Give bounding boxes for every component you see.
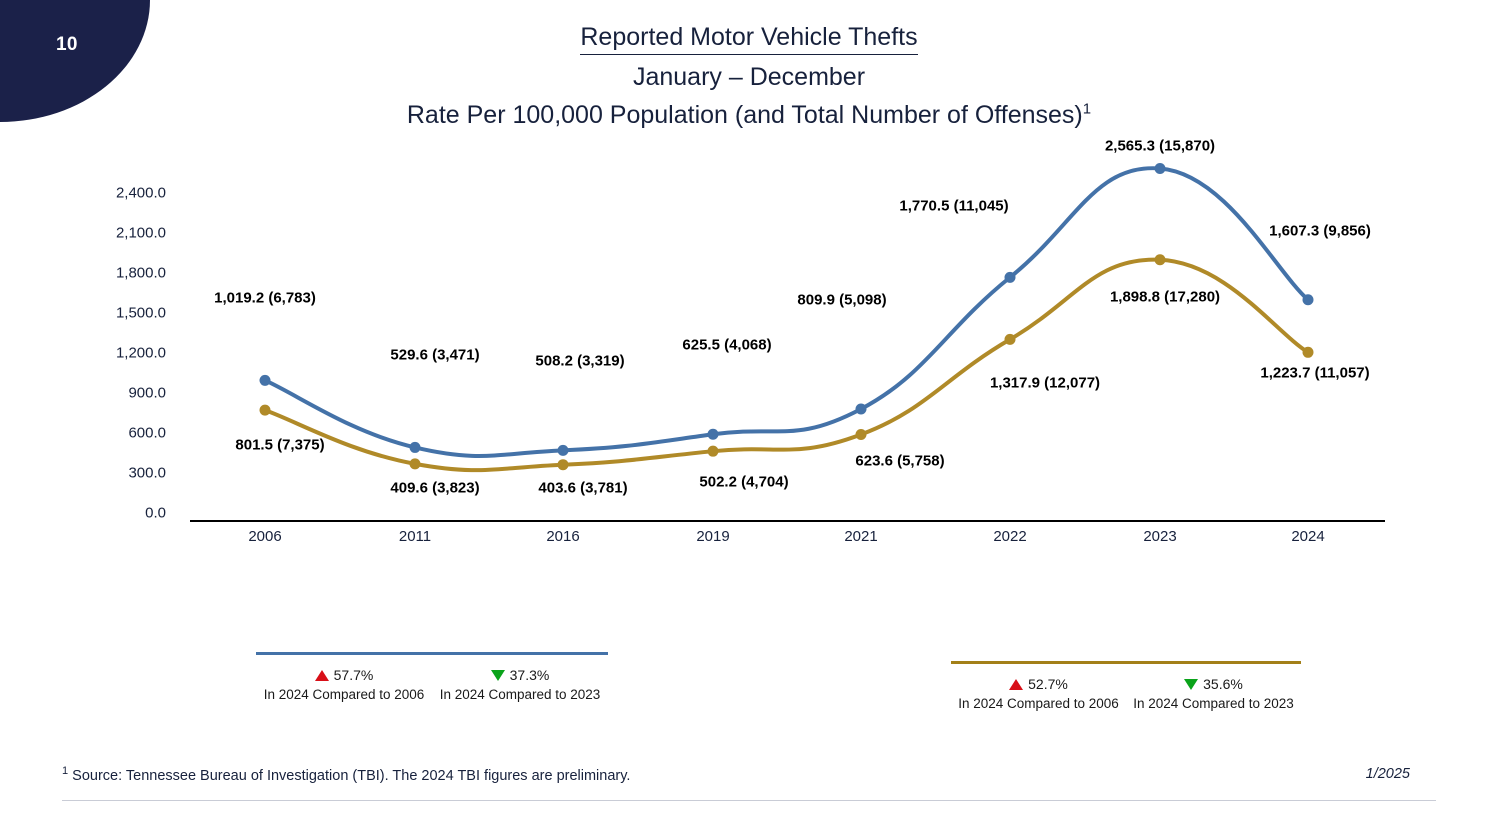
y-tick-label: 1,500.0 bbox=[115, 304, 166, 322]
y-tick-label: 2,400.0 bbox=[115, 184, 166, 202]
data-point bbox=[410, 458, 421, 469]
legend-color-bar-blue bbox=[256, 652, 608, 655]
y-axis bbox=[0, 150, 180, 530]
legend-pct-wrap bbox=[436, 667, 604, 683]
x-tick-label: 2023 bbox=[1143, 528, 1177, 545]
data-point bbox=[260, 375, 271, 386]
bottom-divider bbox=[62, 800, 1436, 801]
data-point bbox=[708, 446, 719, 457]
data-label-blue: 1,607.3 (9,856) bbox=[1269, 222, 1371, 240]
title-measure-text: Rate Per 100,000 Population (and Total Number of Offenses) bbox=[406, 100, 1083, 129]
data-label-blue: 2,565.3 (15,870) bbox=[1104, 137, 1216, 155]
data-label-gold: 801.5 (7,375) bbox=[235, 436, 325, 454]
triangle-up-icon bbox=[1009, 679, 1023, 690]
x-axis-line bbox=[190, 520, 1385, 522]
title-block bbox=[0, 22, 1498, 131]
y-tick-label: 0.0 bbox=[145, 504, 166, 522]
chart bbox=[0, 137, 1498, 570]
title-subtitle-period: January – December bbox=[632, 63, 866, 92]
data-point bbox=[1155, 163, 1166, 174]
x-tick-label: 2021 bbox=[844, 528, 878, 545]
data-point bbox=[1303, 294, 1314, 305]
legend-items-gold bbox=[951, 676, 1301, 711]
triangle-down-icon bbox=[491, 670, 505, 681]
x-tick-label: 2022 bbox=[993, 528, 1027, 545]
x-tick-label: 2006 bbox=[248, 528, 282, 545]
data-label-gold: 403.6 (3,781) bbox=[538, 479, 628, 497]
legend-item bbox=[951, 676, 1126, 711]
x-tick-label: 2024 bbox=[1291, 528, 1325, 545]
data-label-gold: 623.6 (5,758) bbox=[855, 452, 945, 470]
legend-pct-wrap bbox=[1130, 676, 1297, 692]
legend-note: In 2024 Compared to 2006 bbox=[958, 696, 1119, 711]
legend-pct: 35.6% bbox=[1203, 676, 1243, 692]
legend-note: In 2024 Compared to 2023 bbox=[1133, 696, 1294, 711]
legend-pct-wrap bbox=[955, 676, 1122, 692]
x-axis bbox=[190, 528, 1385, 558]
legend-item bbox=[256, 667, 432, 702]
legend-item bbox=[1126, 676, 1301, 711]
data-label-gold: 1,898.8 (17,280) bbox=[1109, 288, 1221, 306]
legend-pct: 57.7% bbox=[333, 667, 374, 683]
data-label-gold: 1,317.9 (12,077) bbox=[989, 374, 1101, 392]
triangle-down-icon bbox=[1184, 679, 1198, 690]
legend-pct-wrap bbox=[260, 667, 428, 683]
legend-items-blue bbox=[256, 667, 608, 702]
data-point bbox=[1005, 272, 1016, 283]
y-tick-label: 600.0 bbox=[128, 424, 166, 442]
page-title: Reported Motor Vehicle Thefts bbox=[580, 22, 917, 55]
footnote-text: Source: Tennessee Bureau of Investigation (TBI). The 2024 TBI figures are preliminary. bbox=[72, 767, 631, 784]
legend-note: In 2024 Compared to 2023 bbox=[439, 687, 601, 702]
date-stamp: 1/2025 bbox=[1365, 766, 1410, 782]
title-subtitle-measure bbox=[0, 100, 1498, 131]
data-label-blue: 625.5 (4,068) bbox=[682, 336, 772, 354]
data-point bbox=[856, 404, 867, 415]
x-tick-label: 2016 bbox=[546, 528, 580, 545]
data-label-gold: 502.2 (4,704) bbox=[699, 473, 789, 491]
data-label-blue: 809.9 (5,098) bbox=[797, 291, 887, 309]
legend-item bbox=[432, 667, 608, 702]
data-point bbox=[558, 459, 569, 470]
legend-blue bbox=[256, 652, 608, 702]
y-tick-label: 1,800.0 bbox=[115, 264, 166, 282]
title-line-1-wrap bbox=[0, 22, 1498, 55]
x-tick-label: 2019 bbox=[696, 528, 730, 545]
triangle-up-icon bbox=[315, 670, 329, 681]
data-point bbox=[1005, 334, 1016, 345]
legend-pct: 52.7% bbox=[1028, 676, 1068, 692]
title-footnote-marker: 1 bbox=[1082, 100, 1092, 118]
data-label-blue: 1,019.2 (6,783) bbox=[214, 289, 316, 307]
x-tick-label: 2011 bbox=[398, 528, 432, 545]
series-svg bbox=[190, 150, 1385, 520]
legend-color-bar-gold bbox=[951, 661, 1301, 664]
slide-number: 10 bbox=[56, 34, 78, 55]
legend-gold bbox=[951, 661, 1301, 711]
data-label-gold: 409.6 (3,823) bbox=[390, 479, 480, 497]
data-point bbox=[856, 429, 867, 440]
data-label-blue: 508.2 (3,319) bbox=[535, 352, 625, 370]
data-point bbox=[410, 442, 421, 453]
data-label-gold: 1,223.7 (11,057) bbox=[1260, 364, 1370, 382]
y-tick-label: 300.0 bbox=[128, 464, 166, 482]
plot-area bbox=[190, 137, 1385, 520]
legend-pct: 37.3% bbox=[509, 667, 550, 683]
footnote-marker: 1 bbox=[62, 765, 69, 777]
legend-note: In 2024 Compared to 2006 bbox=[263, 687, 425, 702]
data-label-blue: 529.6 (3,471) bbox=[390, 346, 480, 364]
data-point bbox=[1303, 347, 1314, 358]
y-tick-label: 2,100.0 bbox=[115, 224, 166, 242]
data-point bbox=[708, 429, 719, 440]
data-point bbox=[558, 445, 569, 456]
data-point bbox=[260, 405, 271, 416]
footnote bbox=[62, 765, 630, 784]
data-point bbox=[1155, 254, 1166, 265]
y-tick-label: 1,200.0 bbox=[115, 344, 166, 362]
y-tick-label: 900.0 bbox=[128, 384, 166, 402]
data-label-blue: 1,770.5 (11,045) bbox=[899, 197, 1009, 215]
